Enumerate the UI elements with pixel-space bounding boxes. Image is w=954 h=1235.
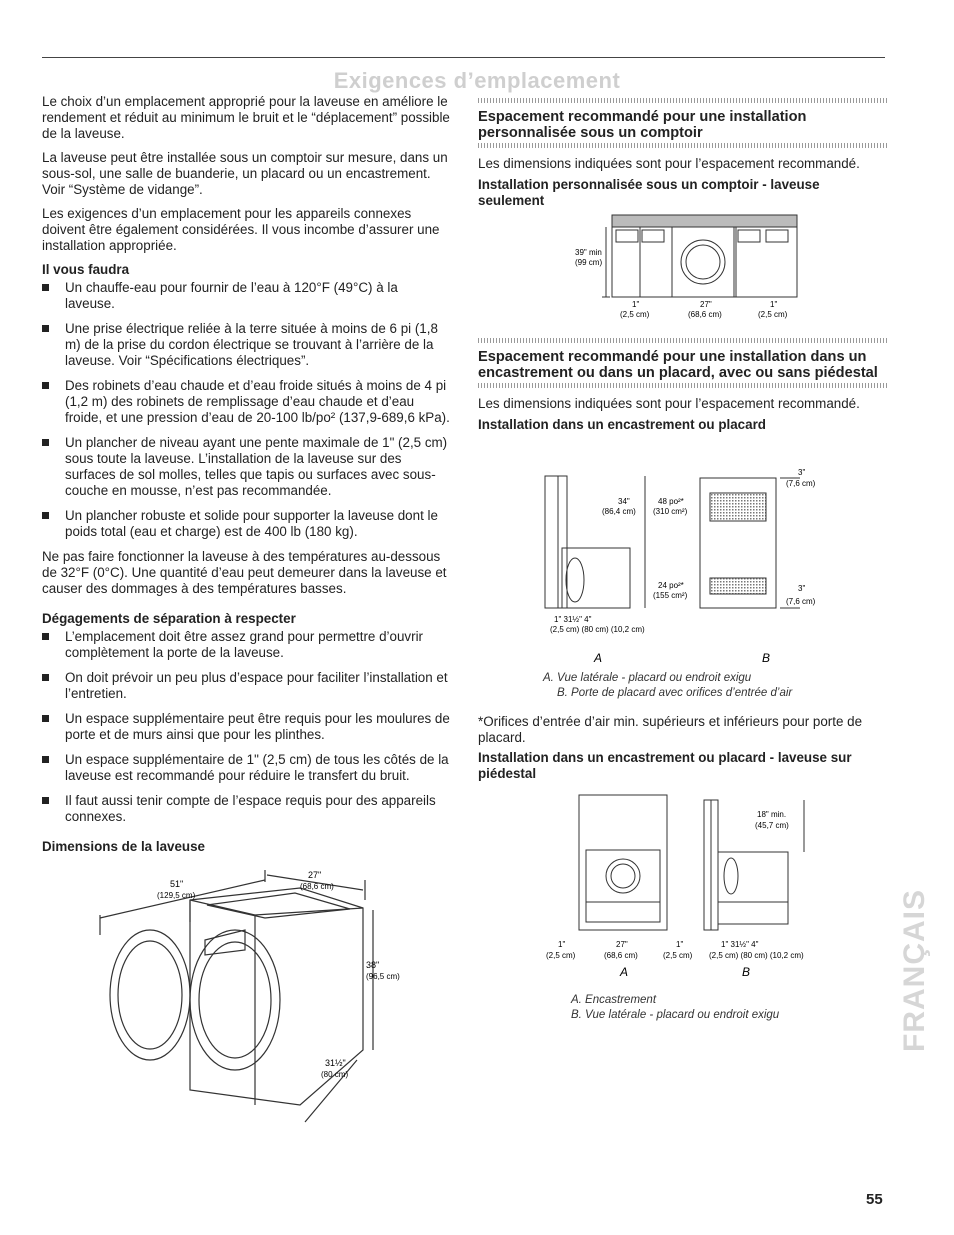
temperature-note: Ne pas faire fonctionner la laveuse à des températures au-dessous de 32°F (0°C). Une quantité d’eau peut demeurer dans la laveuse et causer des dommages à des températures basses. (42, 549, 447, 596)
section1-heading: Espacement recommandé pour une installation personnalisée sous un comptoir (478, 109, 807, 141)
figure-label-a: A (620, 965, 629, 979)
bottom-vent-label: 24 po²* (658, 581, 684, 590)
hatched-divider (478, 98, 888, 103)
left-column (42, 94, 450, 857)
a-left-gap-cm: (2,5 cm) (546, 951, 576, 960)
hatched-divider (478, 383, 888, 388)
height-min-label: 39" min (575, 248, 602, 257)
height-min-label: 18" min. (757, 810, 787, 819)
top-gap-cm: (7,6 cm) (786, 479, 816, 488)
need-heading: Il vous faudra (42, 262, 130, 277)
clearance-item: Un espace supplémentaire de 1" (2,5 cm) de tous les côtés de la laveuse est recommandé pour réduire le transfert du bruit. (42, 752, 450, 784)
clearance-list (42, 629, 450, 825)
language-side-tab (896, 847, 932, 1057)
width-cm: (68,6 cm) (688, 310, 722, 319)
section2-note: Les dimensions indiquées sont pour l’espacement recommandé. (478, 396, 860, 411)
figure2-caption-b: B. Porte de placard avec orifices d’entrée d’air (557, 687, 793, 699)
bottom-gap-label: 3" (798, 584, 806, 593)
section1-subheading: Installation personnalisée sous un comptoir - laveuse seulement (478, 177, 820, 208)
clearance-item: L’emplacement doit être assez grand pour permettre d’ouvrir complètement la porte de la laveuse. (42, 629, 450, 661)
b-dims-label: 1" 31½" 4" (721, 940, 759, 949)
clearance-item: Un espace supplémentaire peut être requis pour les moulures de porte et de murs ainsi que pour les plinthes. (42, 711, 450, 743)
clearance-heading: Dégagements de séparation à respecter (42, 611, 296, 626)
need-item: Des robinets d’eau chaude et d’eau froide situés à moins de 4 pi (1,2 m) des robinets de remplissage d’eau chaude et d’eau froide, et une pression d’eau de 20-100 lb/po² (137,9-689,6 kPa). (42, 378, 450, 426)
a-right-gap-cm: (2,5 cm) (663, 951, 693, 960)
dimensions-heading: Dimensions de la laveuse (42, 839, 205, 854)
right-gap-cm: (2,5 cm) (758, 310, 788, 319)
need-item: Un plancher robuste et solide pour supporter la laveuse dont le poids total (eau et charge) est de 400 lb (180 kg). (42, 508, 450, 540)
pedestal-figure (546, 790, 821, 985)
page-number: 55 (866, 1191, 883, 1208)
figure-label-a: A (594, 651, 603, 665)
section3-subheading: Installation dans un encastrement ou placard - laveuse sur piédestal (478, 750, 852, 781)
bottom-gap-cm: (7,6 cm) (786, 597, 816, 606)
top-gap-label: 3" (798, 468, 806, 477)
clearance-item: Il faut aussi tenir compte de l’espace requis pour des appareils connexes. (42, 793, 450, 825)
section1-note: Les dimensions indiquées sont pour l’espacement recommandé. (478, 156, 860, 171)
width-label: 27" (700, 300, 712, 309)
figure3-caption-b: B. Vue latérale - placard ou endroit exigu (571, 1009, 780, 1021)
height-cm: (86,4 cm) (602, 507, 636, 516)
hatched-divider (478, 338, 888, 343)
height-min-cm: (45,7 cm) (755, 821, 789, 830)
depth-label: 31½" (325, 1058, 346, 1068)
intro-paragraph-2: La laveuse peut être installée sous un comptoir sur mesure, dans un sous-sol, une salle de buanderie, un placard ou un encastrement. Voir “Système de vidange”. (42, 150, 448, 197)
hatched-divider (478, 143, 888, 148)
a-right-gap-label: 1" (676, 940, 684, 949)
a-width-label: 27" (616, 940, 628, 949)
section2-subheading: Installation dans un encastrement ou placard (478, 417, 766, 432)
top-rule (42, 57, 885, 58)
figure-label-b: B (762, 651, 771, 665)
intro-paragraph-3: Les exigences d’un emplacement pour les appareils connexes doivent être également considérées. Il vous incombe d’assurer une installation appropriée. (42, 206, 440, 253)
top-vent-label: 48 po²* (658, 497, 684, 506)
intro-paragraph-1: Le choix d’un emplacement approprié pour la laveuse en améliore le rendement et réduit au minimum le bruit et le “déplacement” possible de la laveuse. (42, 94, 450, 141)
b-dims-cm: (2,5 cm) (80 cm) (10,2 cm) (709, 951, 804, 960)
height-label: 34" (618, 497, 630, 506)
bottom-vent-cm: (155 cm²) (653, 591, 688, 600)
left-gap-cm: (2,5 cm) (620, 310, 650, 319)
under-counter-figure (560, 212, 810, 324)
open-width-cm: (129,5 cm) (157, 891, 196, 900)
depth-cm: (80 cm) (321, 1070, 349, 1079)
left-gap-label: 1" (632, 300, 640, 309)
height-min-cm: (99 cm) (575, 258, 603, 267)
right-gap-label: 1" (770, 300, 778, 309)
open-width-label: 51" (170, 879, 184, 889)
a-width-cm: (68,6 cm) (604, 951, 638, 960)
bottom-dims-label: 1" 31½" 4" (554, 615, 592, 624)
need-list (42, 280, 450, 540)
height-cm: (96,5 cm) (366, 972, 400, 981)
bottom-dims-cm: (2,5 cm) (80 cm) (10,2 cm) (550, 625, 645, 634)
need-item: Un chauffe-eau pour fournir de l’eau à 120°F (49°C) à la laveuse. (42, 280, 450, 312)
side-tab-text: FRANÇAIS (898, 889, 931, 1052)
page-title: Exigences d’emplacement (333, 68, 621, 93)
height-label: 38" (366, 960, 380, 970)
width-cm: (68,6 cm) (300, 882, 334, 891)
section2-heading: Espacement recommandé pour une installation dans un encastrement ou dans un placard, avec ou sans piédestal (478, 349, 878, 381)
washer-dimensions-figure (95, 860, 425, 1135)
figure-label-b: B (742, 965, 751, 979)
figure2-caption-a: A. Vue latérale - placard ou endroit exigu (543, 672, 752, 684)
top-vent-cm: (310 cm²) (653, 507, 688, 516)
figure3-caption-a: A. Encastrement (571, 994, 657, 1006)
right-column (478, 94, 888, 211)
section2 (478, 336, 888, 435)
section3 (478, 714, 888, 784)
width-label: 27" (308, 870, 322, 880)
vent-note: *Orifices d’entrée d’air min. supérieurs et inférieurs pour porte de placard. (478, 714, 863, 745)
need-item: Une prise électrique reliée à la terre située à moins de 6 pi (1,8 m) de la prise du cordon électrique se trouvant à l’arrière de la laveuse. Voir “Spécifications électriques”. (42, 321, 450, 369)
closet-figure (540, 458, 830, 668)
a-left-gap-label: 1" (558, 940, 566, 949)
clearance-item: On doit prévoir un peu plus d’espace pour faciliter l’installation et l’entretien. (42, 670, 450, 702)
need-item: Un plancher de niveau ayant une pente maximale de 1" (2,5 cm) sous toute la laveuse. L’installation de la laveuse sur des surfaces de sol molles, telles que tapis ou surfaces avec sous-couche en mousse, n’est pas recommandée. (42, 435, 450, 499)
